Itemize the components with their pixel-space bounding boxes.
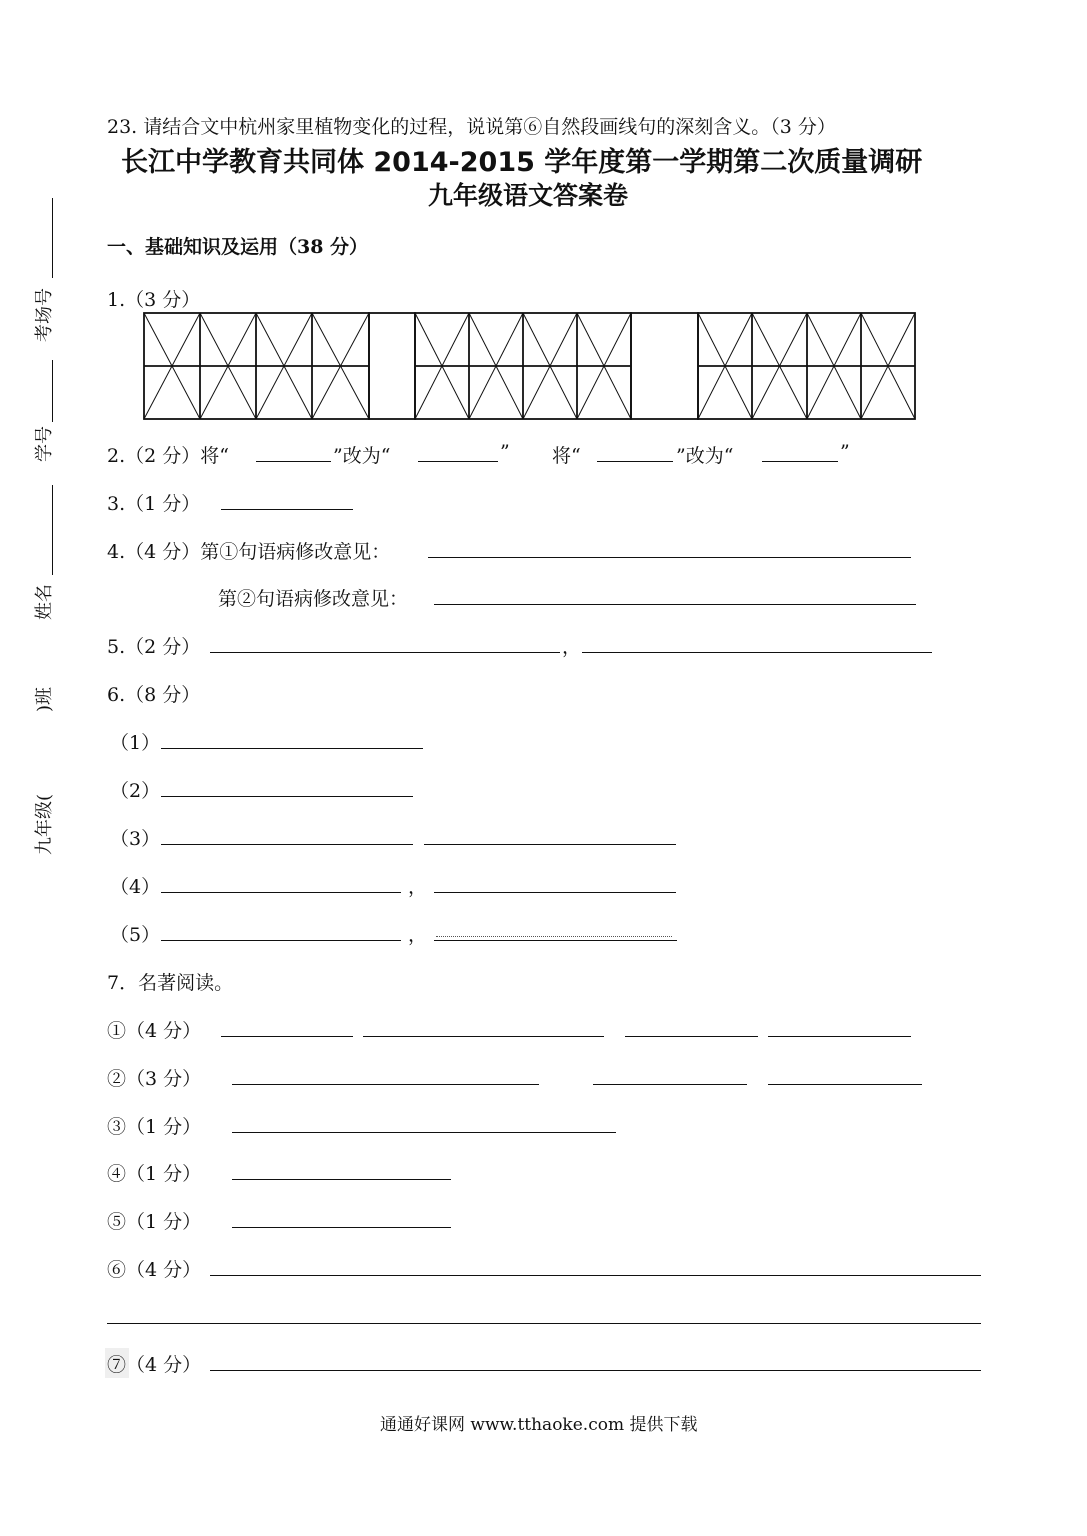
q2-gaiwei-1: ”改为“ xyxy=(333,445,391,467)
q6-item-1-blank[interactable] xyxy=(161,748,423,749)
q7-item-2-blank-1[interactable] xyxy=(232,1084,539,1085)
character-grid xyxy=(140,310,920,424)
q7-item-6-label: ⑥（4 分） xyxy=(107,1259,202,1281)
q7-item-7-blank[interactable] xyxy=(210,1370,981,1371)
q6-item-5-blank-2[interactable] xyxy=(434,940,677,941)
side-label-grade: 九年级( xyxy=(34,793,55,855)
side-label-student-no: 学号 xyxy=(34,426,55,462)
q1-label: 1.（3 分） xyxy=(107,289,201,311)
grid-group-1[interactable] xyxy=(144,313,369,419)
q6-item-3-label: （3） xyxy=(110,828,161,850)
q6-item-1-label: （1） xyxy=(110,732,161,754)
q6-item-4-label: （4） xyxy=(110,876,161,898)
question-23-text: 23. 请结合文中杭州家里植物变化的过程，说说第⑥自然段画线句的深刻含义。（3 分） xyxy=(107,116,836,138)
q3-label: 3.（1 分） xyxy=(107,493,201,515)
q7-item-1-blank-4[interactable] xyxy=(768,1036,911,1037)
q7-item-2-blank-2[interactable] xyxy=(593,1084,747,1085)
q6-item-4-comma: ， xyxy=(408,876,428,898)
q7-item-1-label: ①（4 分） xyxy=(107,1020,202,1042)
side-label-class: )班 xyxy=(34,686,55,712)
q6-item-5-blank-1[interactable] xyxy=(161,940,401,941)
q6-label: 6.（8 分） xyxy=(107,684,201,706)
q7-item-1-blank-1[interactable] xyxy=(221,1036,353,1037)
page-title: 长江中学教育共同体 2014-2015 学年度第一学期第二次质量调研 xyxy=(121,147,923,178)
q2-close-quote-2: ” xyxy=(840,441,850,463)
q7-item-3-blank[interactable] xyxy=(232,1132,616,1133)
q7-item-5-label: ⑤（1 分） xyxy=(107,1211,202,1233)
exam-no-line xyxy=(52,198,53,278)
q6-item-5-label: （5） xyxy=(110,924,161,946)
q6-item-3-blank-2[interactable] xyxy=(424,844,676,845)
q4-label-2: 第②句语病修改意见： xyxy=(218,588,409,610)
q5-blank-2[interactable] xyxy=(582,652,932,653)
q2-blank-1[interactable] xyxy=(256,461,331,462)
name-line xyxy=(52,485,53,575)
q2-blank-2[interactable] xyxy=(418,461,498,462)
q7-item-2-blank-3[interactable] xyxy=(768,1084,922,1085)
q7-item-4-blank[interactable] xyxy=(232,1179,451,1180)
q7-item-1-blank-3[interactable] xyxy=(625,1036,758,1037)
q7-item-4-label: ④（1 分） xyxy=(107,1163,202,1185)
q7-item-6-blank-2[interactable] xyxy=(107,1323,981,1324)
q2-gaiwei-2: ”改为“ xyxy=(676,445,734,467)
q4-label: 4.（4 分）第①句语病修改意见： xyxy=(107,541,391,563)
q5-comma: ， xyxy=(562,636,582,658)
q4-blank-1[interactable] xyxy=(428,557,911,558)
q7-item-5-blank[interactable] xyxy=(232,1227,451,1228)
q7-item-3-label: ③（1 分） xyxy=(107,1116,202,1138)
q7-item-2-label: ②（3 分） xyxy=(107,1068,202,1090)
q6-item-2-label: （2） xyxy=(110,780,161,802)
section-1-title: 一、基础知识及运用（38 分） xyxy=(107,236,369,258)
q6-item-5-comma: ， xyxy=(408,924,428,946)
q6-item-5-dotted-guide xyxy=(436,936,672,937)
grid-group-2[interactable] xyxy=(369,313,631,419)
q2-blank-4[interactable] xyxy=(762,461,838,462)
q2-label: 2.（2 分）将“ xyxy=(107,445,229,467)
q2-close-quote-1: ” xyxy=(500,441,510,463)
q6-item-2-blank[interactable] xyxy=(161,796,413,797)
q6-item-4-blank-1[interactable] xyxy=(161,892,401,893)
q7-item-7-label: ⑦（4 分） xyxy=(107,1354,202,1376)
footer-credit: 通通好课网 www.tthaoke.com 提供下载 xyxy=(380,1415,698,1435)
q7-item-6-blank-1[interactable] xyxy=(210,1275,981,1276)
q6-item-4-blank-2[interactable] xyxy=(434,892,676,893)
q3-blank[interactable] xyxy=(221,509,353,510)
grid-group-3[interactable] xyxy=(631,313,915,419)
q6-item-3-blank-1[interactable] xyxy=(161,844,413,845)
q2-blank-3[interactable] xyxy=(597,461,673,462)
q7-item-1-blank-2[interactable] xyxy=(363,1036,604,1037)
q4-blank-2[interactable] xyxy=(434,604,916,605)
student-no-line xyxy=(52,360,53,422)
q5-blank-1[interactable] xyxy=(210,652,560,653)
q7-label: 7．名著阅读。 xyxy=(107,972,234,994)
q5-label: 5.（2 分） xyxy=(107,636,201,658)
side-label-exam-no: 考场号 xyxy=(34,288,55,342)
side-label-name: 姓名 xyxy=(34,584,55,620)
page-subtitle: 九年级语文答案卷 xyxy=(428,181,629,210)
q2-jiang-2: 将“ xyxy=(552,445,581,467)
